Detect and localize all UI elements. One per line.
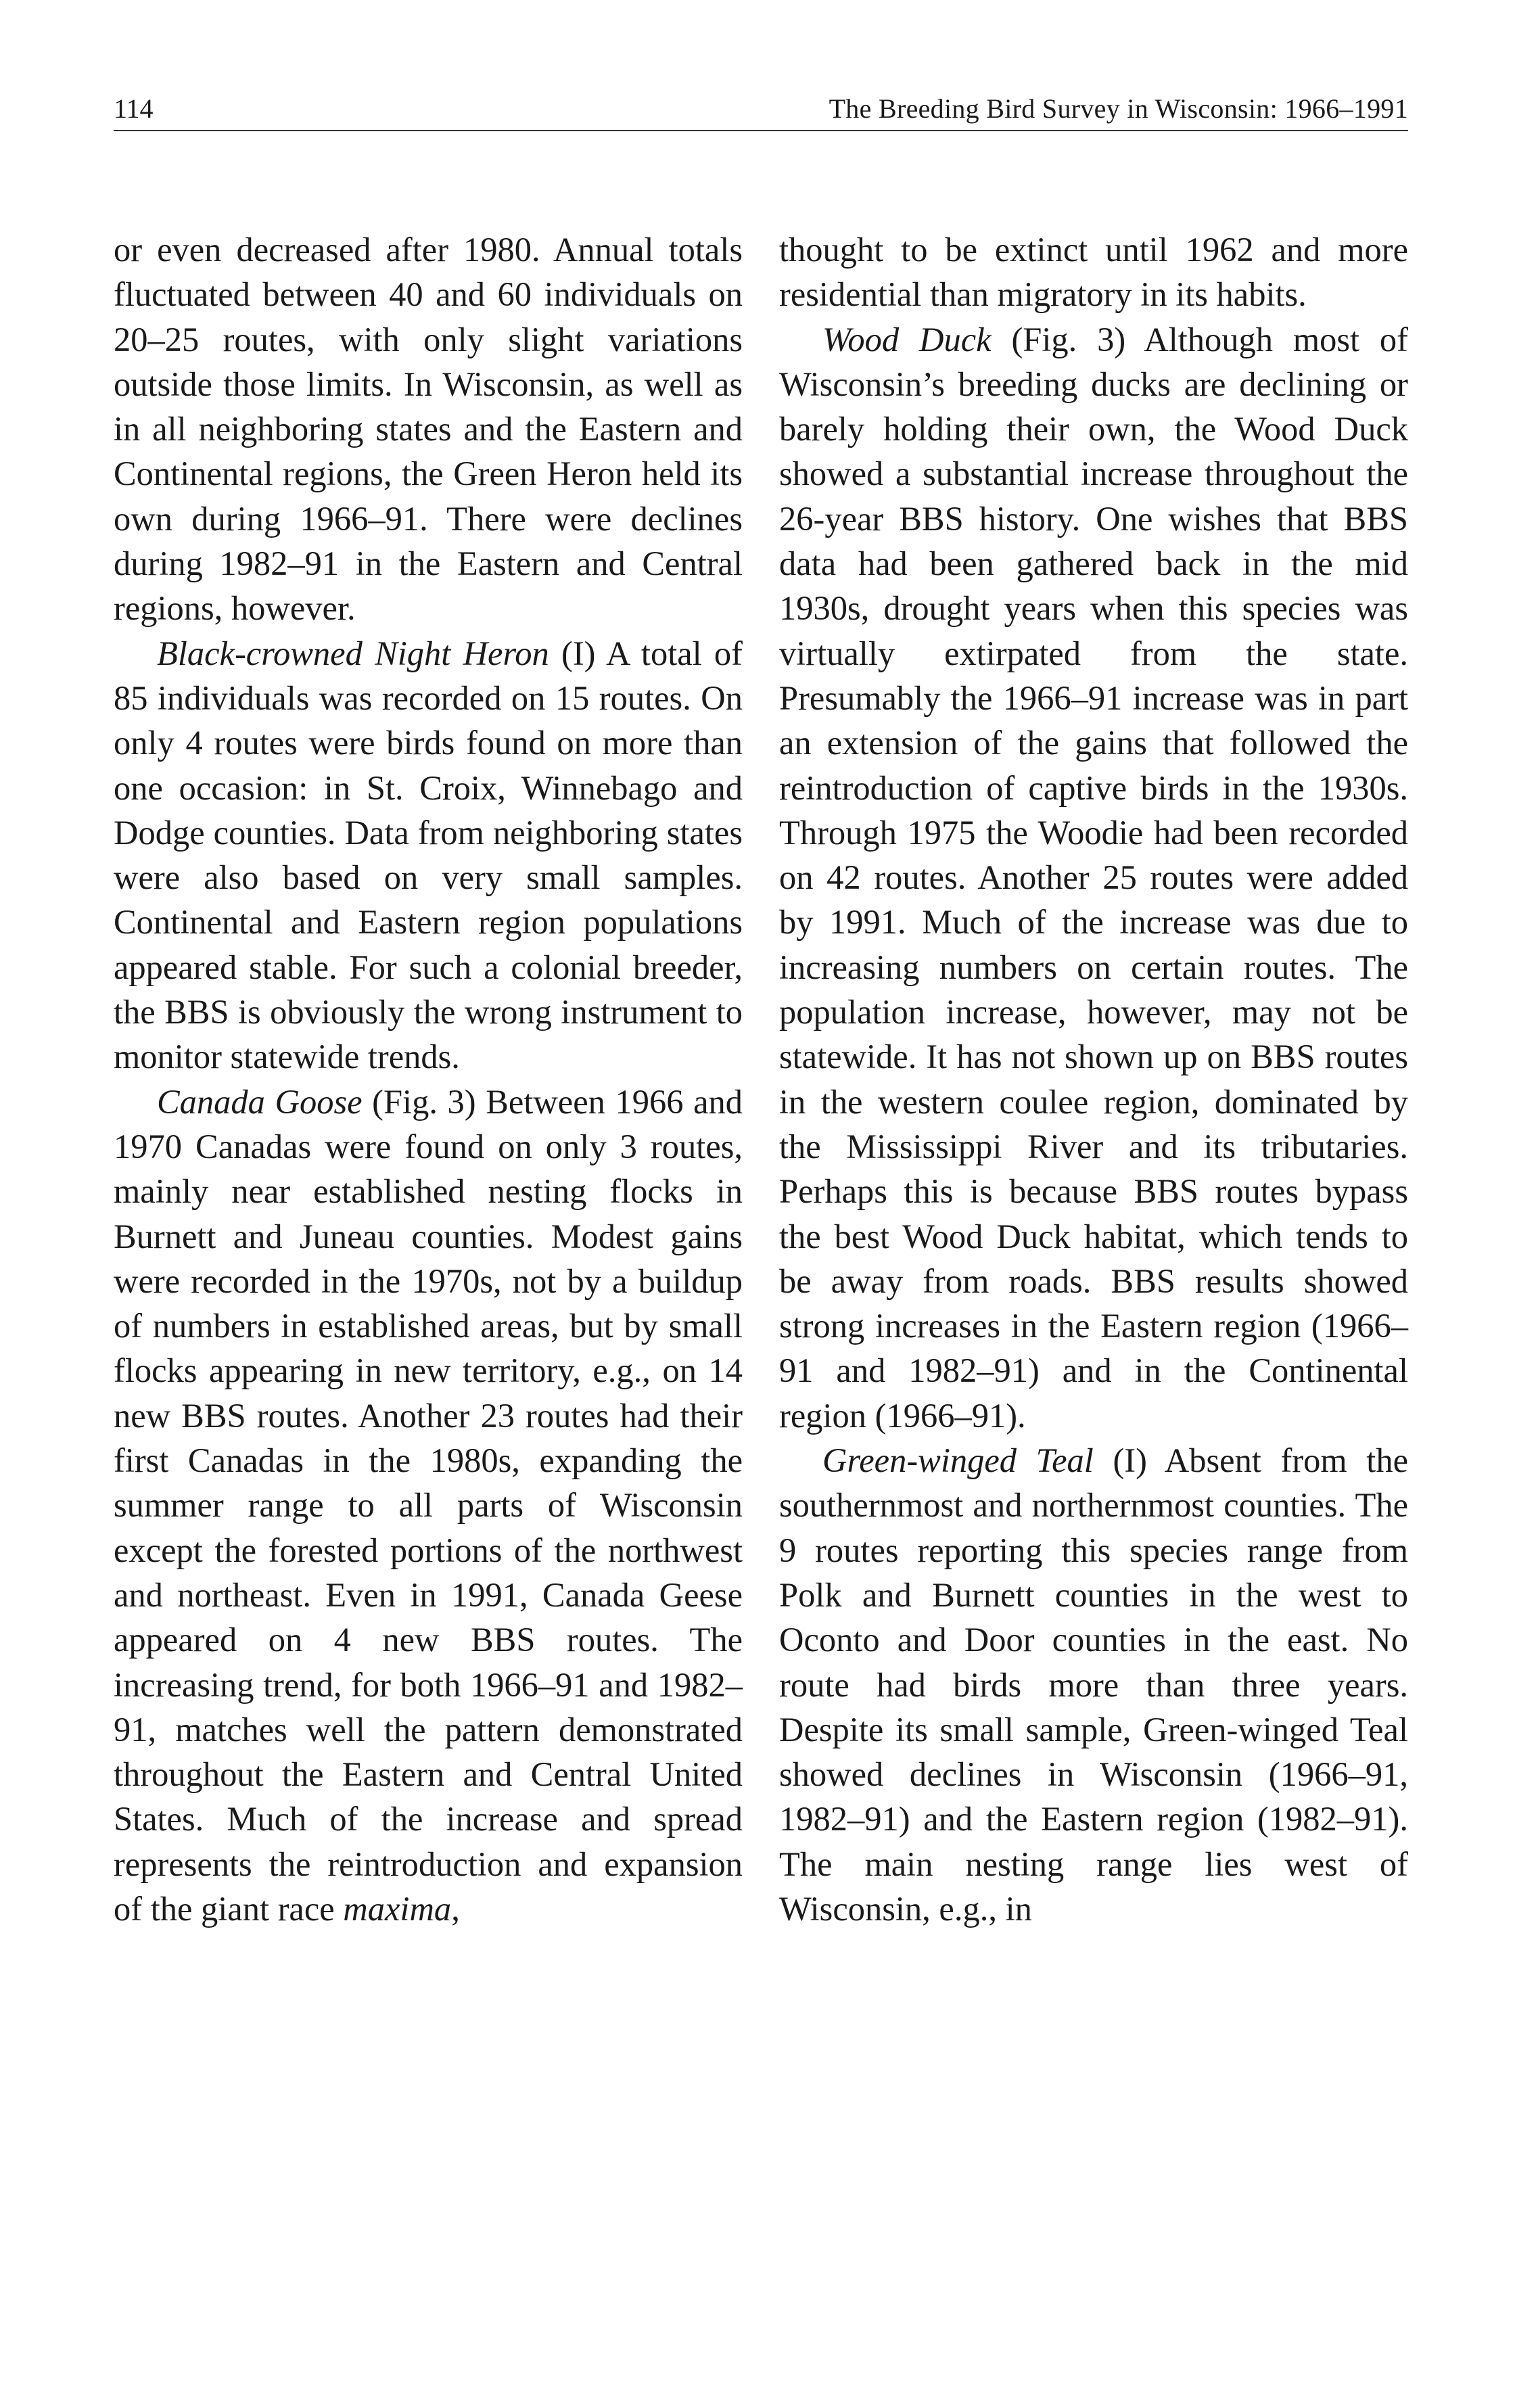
paragraph-wood-duck bbox=[779, 317, 1408, 1438]
paragraph-green-heron-continued bbox=[114, 227, 743, 631]
running-title: The Breeding Bird Survey in Wisconsin: 1966–1991 bbox=[829, 93, 1408, 124]
paragraph-canada-goose-continued bbox=[779, 227, 1408, 317]
species-name: Wood Duck bbox=[822, 320, 992, 358]
running-header bbox=[114, 89, 1408, 131]
paragraph-black-crowned-night-heron bbox=[114, 631, 743, 1080]
paragraph-text-end: , bbox=[451, 1889, 460, 1928]
paragraph-text: (Fig. 3) Between 1966 and 1970 Canadas were found on only 3 routes, mainly near established nesting flocks in Burnett and Juneau counties. Modest gains were recorded in the 1970s, not by a buildup of numbers in established areas, but by small flocks appearing in new territory, e.g., on 14 new BBS routes. Another 23 routes had their first Canadas in the 1980s, expanding the summer range to all parts of Wisconsin except the forested portions of the northwest and northeast. Even in 1991, Canada Geese appeared on 4 new BBS routes. The increasing trend, for both 1966–91 and 1982–91, matches well the pattern demonstrated throughout the Eastern and Central United States. Much of the increase and spread represents the reintroduction and expansion of the giant race bbox=[114, 1082, 743, 1928]
race-name: maxima bbox=[343, 1889, 452, 1928]
species-name: Canada Goose bbox=[157, 1082, 363, 1121]
species-name: Green-winged Teal bbox=[822, 1441, 1094, 1480]
paragraph-text: thought to be extinct until 1962 and more residential than migratory in its habits. bbox=[779, 231, 1408, 314]
paragraph-green-winged-teal bbox=[779, 1438, 1408, 1931]
paragraph-canada-goose bbox=[114, 1080, 743, 1932]
paragraph-text: (I) A total of 85 individuals was recorded on 15 routes. On only 4 routes were birds found on more than one occasion: in St. Croix, Winnebago and Dodge counties. Data from neighboring states were also based on very small samples. Continental and Eastern region populations appeared stable. For such a colonial breeder, the BBS is obviously the wrong instrument to monitor statewide trends. bbox=[114, 634, 743, 1076]
left-column bbox=[114, 227, 743, 1931]
paragraph-text: (I) Absent from the southernmost and northernmost counties. The 9 routes reporting this species range from Polk and Burnett counties in the west to Oconto and Door counties in the east. No route had birds more than three years. Despite its small sample, Green-winged Teal showed declines in Wisconsin (1966–91, 1982–91) and the Eastern region (1982–91). The main nesting range lies west of Wisconsin, e.g., in bbox=[779, 1441, 1409, 1928]
right-column bbox=[779, 227, 1408, 1931]
species-name: Black-crowned Night Heron bbox=[157, 634, 549, 672]
page-number: 114 bbox=[114, 93, 154, 124]
paragraph-text: (Fig. 3) Although most of Wisconsin’s breeding ducks are declining or barely holding their own, the Wood Duck showed a substantial increase throughout the 26-year BBS history. One wishes that BBS data had been gathered back in the mid 1930s, drought years when this species was virtually extirpated from the state. Presumably the 1966–91 increase was in part an extension of the gains that followed the reintroduction of captive birds in the 1930s. Through 1975 the Woodie had been recorded on 42 routes. Another 25 routes were added by 1991. Much of the increase was due to increasing numbers on certain routes. The population increase, however, may not be statewide. It has not shown up on BBS routes in the western coulee region, dominated by the Mississippi River and its tributaries. Perhaps this is because BBS routes bypass the best Wood Duck habitat, which tends to be away from roads. BBS results showed strong increases in the Eastern region (1966–91 and 1982–91) and in the Continental region (1966–91). bbox=[779, 320, 1409, 1435]
paragraph-text: or even decreased after 1980. Annual totals fluctuated between 40 and 60 individuals on 20–25 routes, with only slight variations outside those limits. In Wisconsin, as well as in all neighboring states and the Eastern and Continental regions, the Green Heron held its own during 1966–91. There were declines during 1982–91 in the Eastern and Central regions, however. bbox=[114, 231, 743, 628]
